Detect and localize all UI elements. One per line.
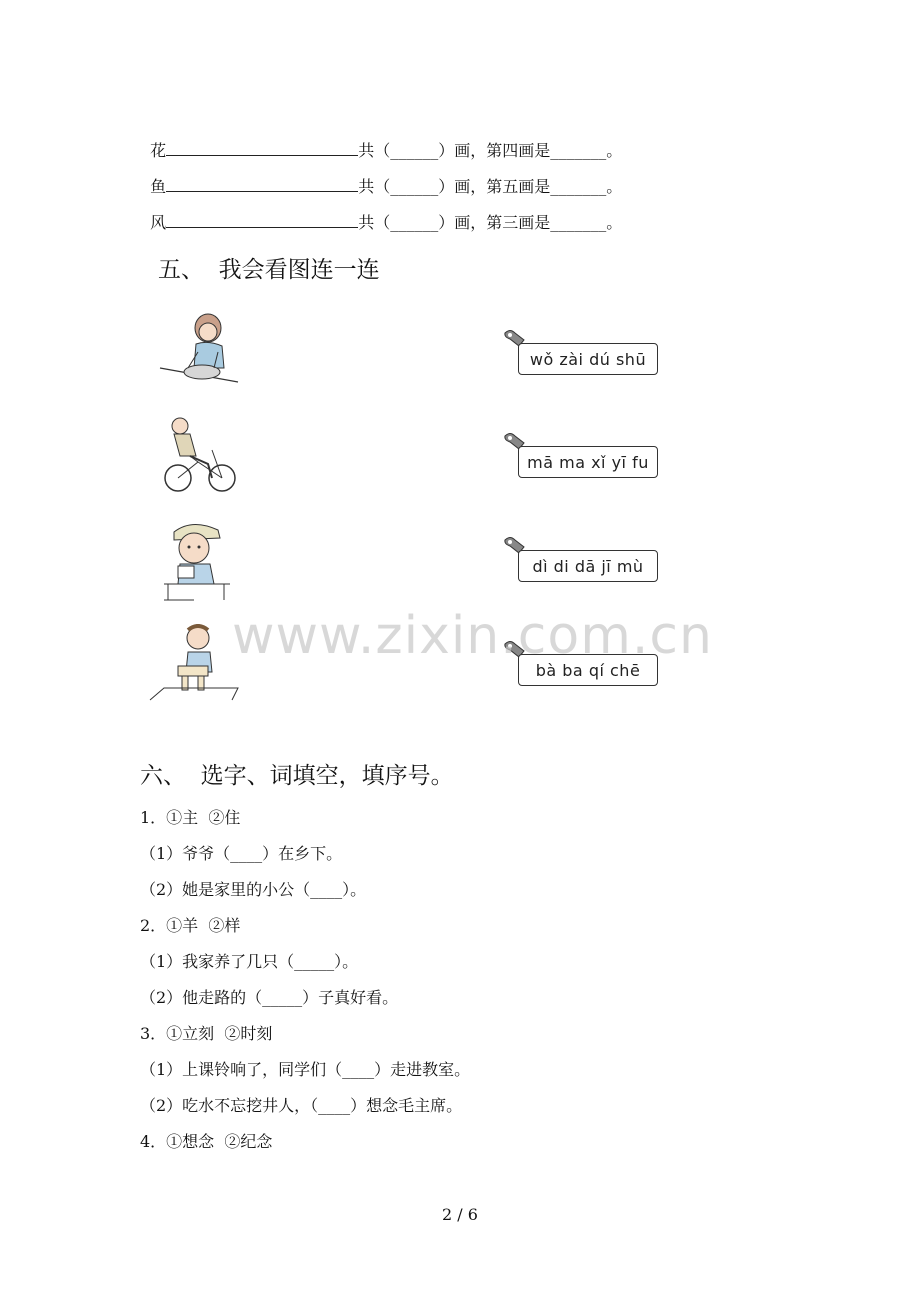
stroke-char: 花: [150, 141, 167, 160]
girl-washing-clothes-picture: [158, 310, 242, 388]
stroke-row-2: [140, 156, 622, 197]
question-item[interactable]: （1）爷爷（____）在乡下。: [140, 844, 343, 863]
stroke-row-3: [140, 192, 622, 233]
stroke-question: 共（______）画，第三画是_______。: [358, 213, 623, 232]
boy-building-blocks-picture: [148, 624, 244, 704]
pinyin-card-1[interactable]: wǒ zài dú shū: [518, 343, 658, 375]
section-5-title: 五、 我会看图连一连: [158, 257, 380, 283]
pinyin-card-3[interactable]: dì di dā jī mù: [518, 550, 658, 582]
blank-line[interactable]: [166, 176, 358, 192]
question-group-3: 3．①立刻 ②时刻: [140, 1024, 273, 1043]
stroke-char: 鱼: [150, 177, 167, 196]
question-item[interactable]: （2）他走路的（_____）子真好看。: [140, 988, 399, 1007]
stroke-question: 共（______）画，第四画是_______。: [358, 141, 623, 160]
question-group-1: 1．①主 ②住: [140, 808, 241, 827]
pinyin-card-4[interactable]: bà ba qí chē: [518, 654, 658, 686]
question-group-2: 2．①羊 ②样: [140, 916, 241, 935]
question-group-4: 4．①想念 ②纪念: [140, 1132, 273, 1151]
question-item[interactable]: （2）吃水不忘挖井人，（____）想念毛主席。: [140, 1096, 463, 1115]
stroke-char: 风: [150, 213, 167, 232]
stroke-row-1: [140, 120, 622, 161]
father-riding-bike-picture: [160, 414, 240, 496]
section-6-title: 六、 选字、词填空，填序号。: [140, 763, 454, 789]
page-number: 2 / 6: [442, 1205, 478, 1224]
pinyin-card-2[interactable]: mā ma xǐ yī fu: [518, 446, 658, 478]
boy-reading-picture: [160, 518, 232, 602]
blank-line[interactable]: [166, 212, 358, 228]
stroke-question: 共（______）画，第五画是_______。: [358, 177, 623, 196]
question-item[interactable]: （1）上课铃响了，同学们（____）走进教室。: [140, 1060, 471, 1079]
blank-line[interactable]: [166, 140, 358, 156]
question-item[interactable]: （2）她是家里的小公（____）。: [140, 880, 367, 899]
watermark: www.zixin.com.cn: [232, 606, 713, 666]
question-item[interactable]: （1）我家养了几只（_____）。: [140, 952, 359, 971]
